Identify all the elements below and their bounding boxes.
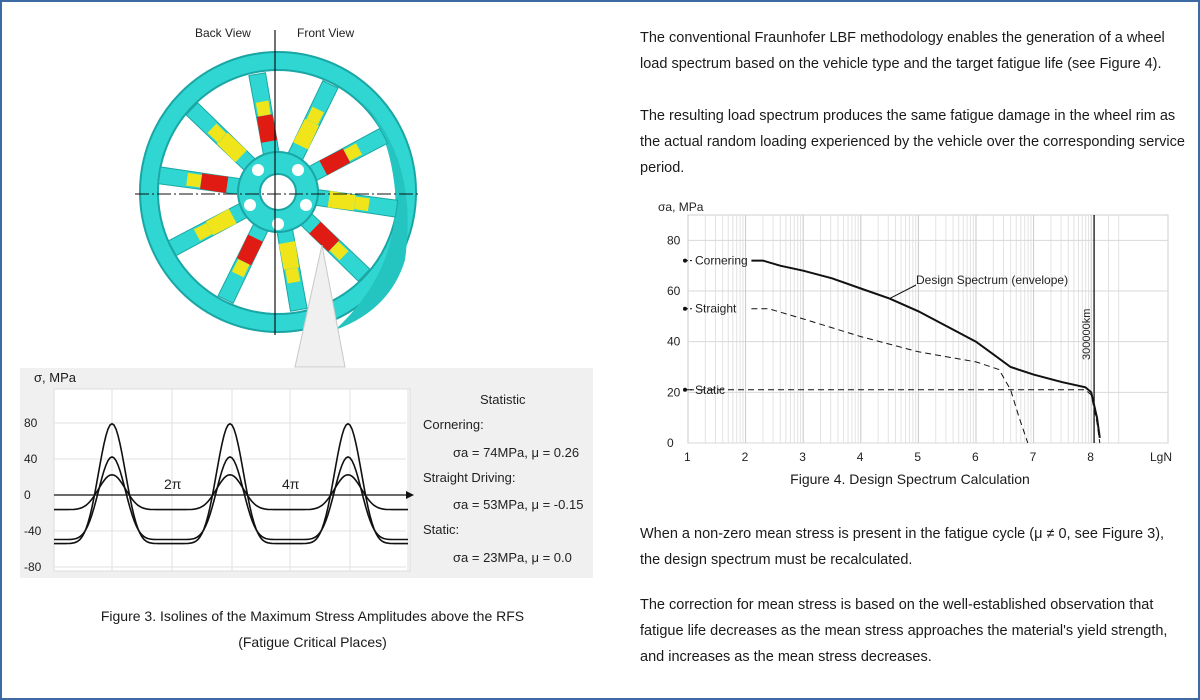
figure3-caption-line2: (Fatigue Critical Places) — [238, 634, 387, 650]
left-ytick-label: -80 — [24, 560, 42, 574]
fig4-xtick-label: 2 — [741, 450, 749, 464]
callout-wedge — [290, 245, 350, 370]
fig4-ytick-label: 40 — [667, 334, 681, 349]
fig4-xtick-label: 4 — [856, 450, 864, 464]
fig4-xtick-label: 6 — [972, 450, 979, 464]
left-ytick-label: -40 — [24, 524, 42, 538]
fig4-level-label: Static — [695, 382, 726, 397]
left-yticks — [24, 416, 42, 574]
figure3-caption-line1: Figure 3. Isolines of the Maximum Stress Amplitudes above the RFS — [100, 608, 525, 624]
bolt-hole — [300, 199, 312, 211]
stat-static-value: σa = 23MPa, μ = 0.0 — [453, 550, 572, 565]
fig4-xtick-label: 8 — [1087, 450, 1094, 464]
left-xtick-label: 2π — [164, 476, 182, 492]
stress-warm-zone — [186, 173, 202, 188]
fig4-xticks — [684, 450, 1094, 464]
figure3-caption — [40, 603, 585, 655]
fig4-xtick-label: 5 — [914, 450, 922, 464]
left-ytick-label: 40 — [24, 452, 38, 466]
fig4-ytick-label: 20 — [667, 385, 681, 400]
stat-static-label: Static: — [423, 522, 460, 537]
left-ytick-label: 80 — [24, 416, 38, 430]
left-stress-chart — [20, 385, 420, 580]
fig4-ytick-label: 60 — [667, 284, 681, 298]
paragraph-4: The correction for mean stress is based on the well-established observation that fatigue life decreases as the mean stress approaches the material's yield strength, and increases as the mean stress decreases. — [640, 597, 1168, 665]
paragraph-1: The conventional Fraunhofer LBF methodology enables the generation of a wheel load spectrum based on the vehicle type and the target fatigue life (see Figure 4). — [640, 30, 1165, 72]
fig4-yticks — [667, 233, 681, 450]
fig4-ytick-label: 0 — [667, 436, 674, 450]
bolt-hole — [252, 164, 264, 176]
bolt-hole — [292, 164, 304, 176]
bolt-hole — [244, 199, 256, 211]
stat-straight-value: σa = 53MPa, μ = -0.15 — [453, 497, 584, 512]
wheel-illustration — [120, 30, 440, 340]
design-spectrum-chart — [640, 195, 1185, 495]
figure4-caption: Figure 4. Design Spectrum Calculation — [790, 471, 1030, 487]
front-view-label: Front View — [297, 26, 355, 40]
fig4-annotation: Design Spectrum (envelope) — [916, 273, 1069, 287]
bolt-hole — [272, 218, 284, 230]
fig4-ylabel: σa, MPa — [658, 200, 704, 214]
left-xtick-label: 4π — [282, 476, 300, 492]
fig4-plot-area — [688, 215, 1168, 443]
fig4-xlabel: LgN — [1150, 450, 1173, 464]
stat-cornering-label: Cornering: — [423, 417, 484, 432]
stress-warm-zone — [256, 101, 271, 117]
paragraph-2: The resulting load spectrum produces the same fatigue damage in the wheel rim as the actual random loading experienced by the vehicle over the corresponding service period. — [640, 108, 1185, 176]
fig4-300000km-label: 300000km — [1081, 308, 1094, 360]
fig4-xtick-label: 3 — [799, 450, 806, 464]
stat-straight-label: Straight Driving: — [423, 470, 516, 485]
stat-cornering-value: σa = 74MPa, μ = 0.26 — [453, 445, 580, 460]
fig4-ytick-label: 80 — [667, 233, 681, 248]
left-ytick-label: 0 — [24, 488, 31, 502]
stress-warm-zone — [354, 197, 370, 212]
left-chart-ylabel: σ, MPa — [34, 370, 76, 385]
fig4-xtick-label: 7 — [1029, 450, 1037, 464]
statistic-title: Statistic — [480, 392, 526, 407]
paragraph-3: When a non-zero mean stress is present in the fatigue cycle (μ ≠ 0, see Figure 3), the design spectrum must be recalculated. — [640, 526, 1165, 568]
fig4-level-label: Straight — [695, 301, 737, 316]
fig4-level-label: Cornering — [695, 253, 748, 268]
fig4-xtick-label: 1 — [684, 450, 691, 464]
back-view-label: Back View — [195, 26, 251, 40]
center-bore — [260, 174, 296, 210]
